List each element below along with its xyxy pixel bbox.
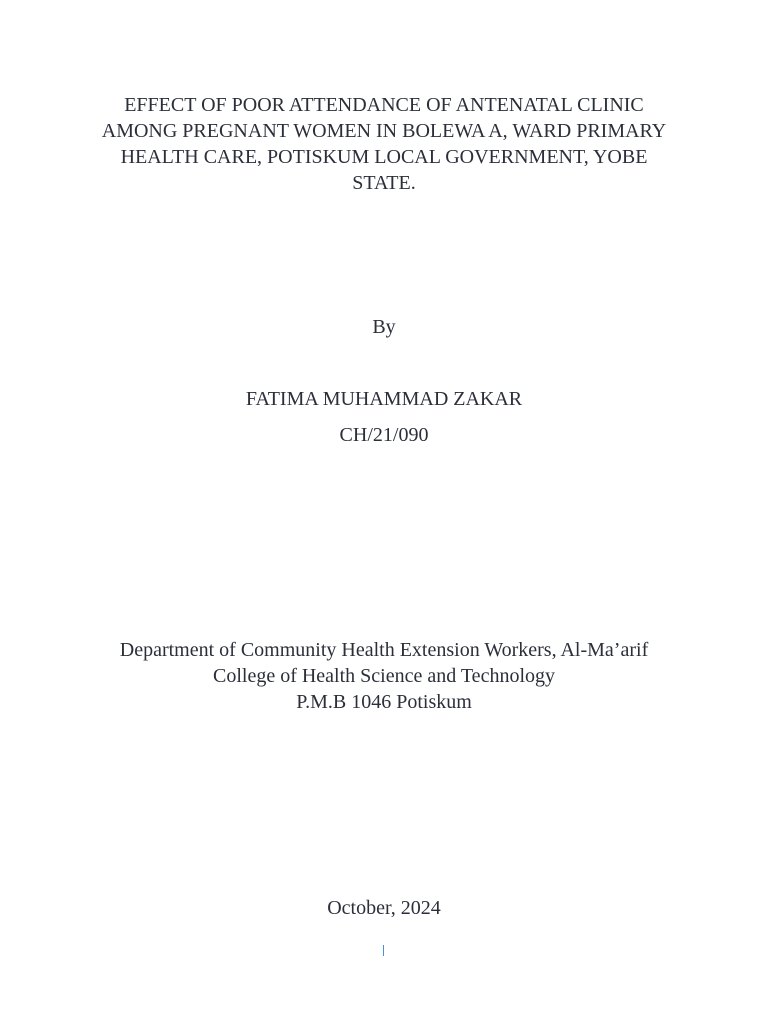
- document-title: [84, 92, 684, 196]
- title-line: HEALTH CARE, POTISKUM LOCAL GOVERNMENT, YOBE: [120, 146, 648, 168]
- institution-block: [0, 637, 768, 715]
- author-name: FATIMA MUHAMMAD ZAKAR: [245, 388, 523, 410]
- submission-date: October, 2024: [327, 897, 441, 919]
- title-line: STATE.: [352, 172, 416, 194]
- by-label: By: [372, 316, 396, 338]
- title-line: AMONG PREGNANT WOMEN IN BOLEWA A, WARD PRIMARY: [101, 120, 667, 142]
- title-line: EFFECT OF POOR ATTENDANCE OF ANTENATAL CLINIC: [124, 94, 644, 116]
- institution-line: Department of Community Health Extension Workers, Al-Ma’arif: [119, 639, 649, 661]
- text-cursor[interactable]: [383, 945, 384, 956]
- institution-line: P.M.B 1046 Potiskum: [296, 691, 472, 713]
- institution-line: College of Health Science and Technology: [212, 665, 555, 687]
- registration-number: CH/21/090: [339, 424, 429, 446]
